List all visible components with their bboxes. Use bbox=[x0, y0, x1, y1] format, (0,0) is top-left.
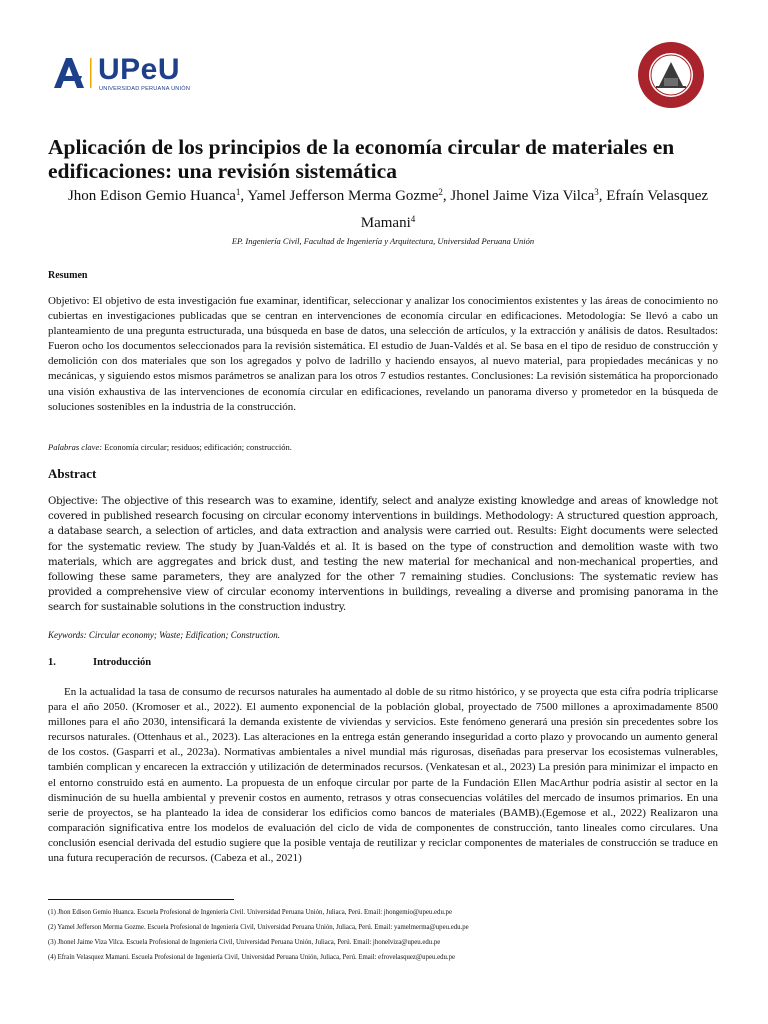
footnote-item: (1) Jhon Edison Gemio Huanca. Escuela Profesional de Ingeniería Civil. Universidad Peruana Unión, Juliaca, Perú. Email: jhongemio@upeu.edu.pe bbox=[48, 909, 452, 916]
author-affiliation-marker: 2 bbox=[438, 187, 443, 197]
author-affiliation-marker: 3 bbox=[594, 187, 599, 197]
author-name: Jhon Edison Gemio Huanca bbox=[67, 188, 236, 204]
author-name: Jhonel Jaime Viza Vilca bbox=[450, 188, 595, 204]
palabras-clave bbox=[48, 442, 292, 452]
resumen-heading: Resumen bbox=[48, 270, 88, 281]
author-separator: , bbox=[442, 188, 451, 204]
paper-title: Aplicación de los principios de la economía circular de materiales en edificaciones: una revisión sistemática bbox=[48, 135, 675, 183]
palabras-clave-list: Economía circular; residuos; edificación; construcción. bbox=[104, 442, 292, 452]
author-affiliation-marker: 4 bbox=[410, 214, 416, 224]
section-heading bbox=[48, 657, 151, 668]
author-list bbox=[58, 181, 718, 235]
footnote-item: (3) Jhonel Jaime Viza Vilca. Escuela Profesional de Ingeniería Civil, Universidad Peruana Unión, Juliaca, Perú. Email: jhonelviza@upeu.edu.pe bbox=[48, 939, 441, 946]
author-name: Yamel Jefferson Merma Gozme bbox=[247, 188, 439, 204]
abstract-text: Objective: The objective of this research was to examine, identify, select and analyze existing knowledge and areas of knowledge not covered in published research focusing on circular economy interventions in buildings. Methodology: A structured question approach, a database search, a selection of articles, and data extraction and analysis were carried out. Results: Eight documents were selected for the systematic review. The study by Juan-Valdés et al. It is based on the type of construction and demolition waste with two materials, which are aggregates and brick dust, and testing the new material for mechanical and non-mechanical properties, and following these same parameters, they are analyzed for the other 7 remaining studies. Conclusions: The systematic review has provided a comprehensive view of circular economy interventions in buildings, revealing a diverse and promising panorama in the search for sustainable solutions in the construction industry. bbox=[48, 496, 718, 614]
author-name: Efraín Velasquez Mamani bbox=[360, 188, 709, 231]
section-title: Introducción bbox=[93, 657, 152, 668]
upeu-logo-subtitle: UNIVERSIDAD PERUANA UNIÓN bbox=[99, 86, 191, 92]
palabras-clave-label: Palabras clave: bbox=[48, 442, 103, 452]
footnote-divider bbox=[48, 899, 234, 900]
author-affiliation-marker: 1 bbox=[235, 187, 241, 197]
upeu-logo-name: UPeU bbox=[98, 53, 181, 86]
keywords: Keywords: Circular economy; Waste; Edification; Construction. bbox=[48, 630, 280, 640]
footnote-item: (2) Yamel Jefferson Merma Gozme. Escuela Profesional de Ingeniería Civil, Universidad Peruana Unión, Juliaca, Perú. Email: yamelmerma@upeu.edu.pe bbox=[48, 924, 469, 931]
introduction-text: En la actualidad la tasa de consumo de recursos naturales ha aumentado al doble de su ritmo histórico, y se proyecta que esta cifra podría triplicarse para el año 2050. (Kromoser et al., 2022). El aumento exponencial de la población global, proyectado de 7500 millones a aproximadamente 8500 millones para el año 2030, intensificará la demanda existente de viviendas y servicios. Este fenómeno generará una presión sin precedentes sobre los recursos naturales. (Ottenhaus et al., 2023). Las alteraciones en la entrega están generando inseguridad a corto plazo y provocando un aumento general de los costos. (Gasparri et al., 2023a). Normativas ambientales a nivel mundial más rigurosas, diseñadas para preservar los ecosistemas vulnerables, también complican y encarecen la extracción y utilización de determinados recursos. (Venkatesan et al., 2023) La presión para minimizar el impacto en el entorno construido está en aumento. La propuesta de un enfoque circular por parte de la Fundación Ellen MacArthur podría asistir al sector en la disminución de su huella ambiental y prevenir costos en aumento, retrasos y otras consecuencias volátiles del mercado de insumos primarios. En una serie de proyectos, se ha planteado la idea de considerar los edificios como bancos de materiales (BAMB).(Egemose et al., 2022) Realizaron una comparación significativa entre los modelos de evaluación del ciclo de vida de componentes de construcción, tanto lineales como circulares. Una conclusión esencial derivada del estudio sugiere que la posible ventaja de reutilizar y reciclar componentes de materiales de construcción se traduce en una futura recuperación de recursos. (Cabeza et al., 2021) bbox=[48, 686, 718, 865]
author-separator: , bbox=[240, 188, 248, 204]
abstract-heading: Abstract bbox=[48, 466, 97, 481]
upeu-logo bbox=[52, 54, 222, 98]
resumen-text: Objetivo: El objetivo de esta investigación fue examinar, identificar, seleccionar y analizar los conocimientos existentes y las áreas de conocimiento no cubiertas en investigaciones publicadas que se centran en intervenciones de economía circular en edificaciones. Metodología: Se llevó a cabo un planteamiento de una pregunta estructurada, una búsqueda en base de datos, una selección de artículos, y la extracción y análisis de datos. Resultados: Fueron ocho los documentos seleccionados para la revisión sistemática. El estudio de Juan-Valdés et al. Se basa en el tipo de residuo de construcción y demolición con dos materiales que son los agregados y polvo de ladrillo y haciendo ensayos, al nuevo material, para propiedades mecánicas y no mecánicas, y siguiendo estos mismos parámetros se analizan para los otros 7 estudios restantes. Conclusiones: La revisión sistemática ha proporcionado una visión exhaustiva de las intervenciones de economía circular en edificaciones, revelando un panorama diverso y prometedor en la búsqueda de soluciones sostenibles en la industria de la construcción. bbox=[48, 295, 718, 413]
footnotes bbox=[48, 905, 718, 965]
author-separator: , bbox=[598, 188, 607, 204]
affiliation: EP. Ingeniería Civil, Facultad de Ingeniería y Arquitectura, Universidad Peruana Unión bbox=[231, 236, 535, 246]
footnote-item: (4) Efraín Velasquez Mamani. Escuela Profesional de Ingeniería Civil, Universidad Peruana Unión, Juliaca, Perú. Email: efrovelasquez@upeu.edu.pe bbox=[48, 954, 456, 961]
section-number: 1. bbox=[48, 657, 56, 668]
upeu-logo-mark-icon bbox=[52, 54, 96, 90]
civil-engineering-seal-icon bbox=[636, 40, 706, 110]
